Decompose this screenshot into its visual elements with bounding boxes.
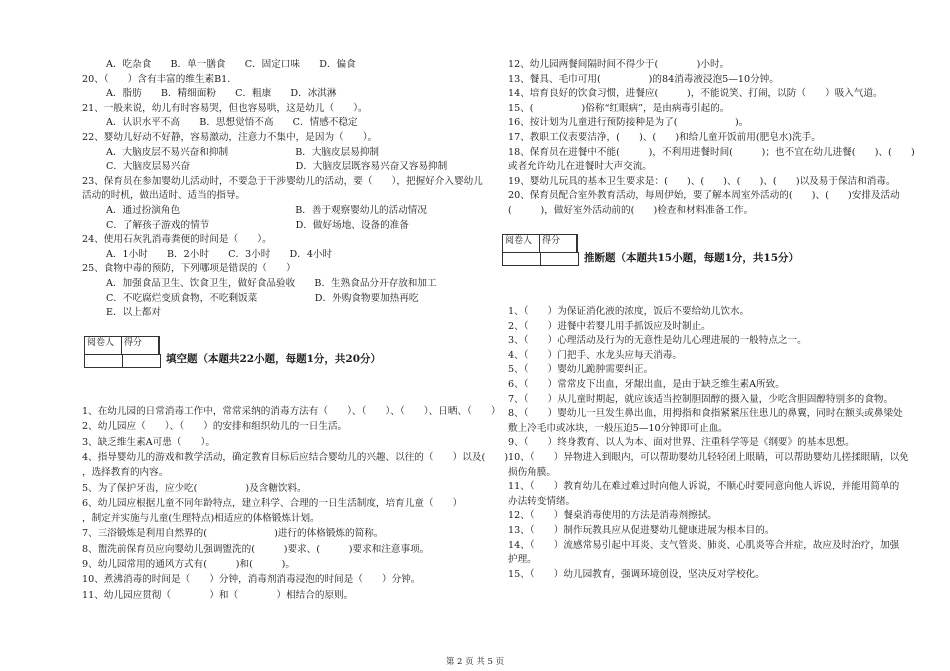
judgment-line: 3、（ ）心理活动及行为的无意性是幼儿心理进展的一般特点之一。	[508, 335, 807, 347]
fill-blank-line: ，选择教育的内容。	[82, 467, 169, 479]
fill-blank-line: 1、在幼儿园的日常消毒工作中，常常采纳的消毒方法有（ ）、（ ）、（ ）、日晒、（ ）	[82, 406, 501, 417]
fill-blank-line: 9、幼儿园常用的通风方式有( )和( )。	[82, 559, 295, 570]
right-column	[505, 0, 948, 671]
fill-blank-line: ( )，做好室外活动前的( )检查和材料准备工作。	[508, 205, 754, 216]
fill-blank-line: 7、三浴锻炼是利用自然界的( )进行的体格锻炼的简称。	[82, 528, 384, 540]
question-line: 20、（ ）含有丰富的维生素B1.	[82, 73, 231, 85]
fill-blank-line: 13、餐具、毛巾可用( )的84消毒液浸泡5—10分钟。	[508, 73, 779, 85]
judgment-line: 4、（ ）门把手、水龙头应每天消毒。	[508, 349, 682, 361]
judgment-line: 5、（ ）婴幼儿跪肿需要纠正。	[508, 364, 654, 376]
judgment-line: 11、（ ）教育幼儿在难过难过时向他人诉说，不顺心时要同意向他人诉说，并能用简单的	[508, 481, 900, 493]
judgment-line: 9、（ ）终身教育、以人为本、面对世界、注重科学等是《纲要》的基本思想。	[508, 437, 855, 449]
question-line: C．了解孩子游戏的情节 D．做好场地、设备的准备	[106, 219, 409, 231]
left-column	[82, 0, 522, 671]
score-blank-row	[84, 354, 161, 368]
fill-blank-line: 20、保育员配合室外教育活动，每周伊始，要了解本周室外活动的( )、( )安排及活动	[508, 190, 900, 202]
judgment-line: 10、（ ）异物进入到眼内，可以帮助婴幼儿轻轻闭上眼睛，可以帮助婴幼儿搓揉眼睛，以免	[508, 452, 909, 463]
judgment-line: 14、（ ）流感常易引起中耳炎、支气管炎、肺炎、心肌炎等合并症，故应及时治疗，加强	[508, 539, 900, 551]
score-box	[502, 234, 578, 253]
question-line: A．1小时 B．2小时 C．3小时 D．4小时	[106, 248, 333, 260]
judgment-line: 损伤角膜。	[508, 466, 556, 478]
fill-blank-line: 3、缺乏维生素A可患（ ）。	[82, 436, 215, 448]
fill-blank-line: 14、培育良好的饮食习惯，进餐应( )，不能说笑、打闹，以防（ ）吸入气道。	[508, 88, 883, 100]
question-line: A．大脑皮层不易兴奋和抑制 B．大脑皮层易抑制	[106, 146, 380, 158]
score-label: 得分	[540, 235, 577, 252]
judgment-line: 6、（ ）常常皮下出血，牙龈出血，是由于缺乏维生素A所致。	[508, 379, 785, 390]
question-line: A．通过扮演角色 B．善于观察婴幼儿的活动情况	[106, 205, 427, 216]
fill-blank-line: 8、盥洗前保育员应向婴幼儿强调盥洗的( )要求、( )要求和注意事项。	[82, 543, 430, 555]
grader-label: 阅卷人	[85, 337, 122, 354]
section-title: 填空题（本题共22小题，每题1分，共20分）	[166, 353, 382, 365]
fill-blank-line: 12、幼儿园两餐间隔时间不得少于( )小时。	[508, 59, 730, 70]
fill-blank-line: 17、教职工仪表要洁净，( )、( )和给儿童开饭前用(肥皂水)洗手。	[508, 132, 821, 143]
score-box	[84, 336, 160, 355]
fill-blank-line: 19、婴幼儿玩具的基本卫生要求是：( )、( )、( )、( )以及易于保洁和消毒。	[508, 175, 896, 187]
fill-blank-line: 4、指导婴幼儿的游戏和教学活动，确定教育目标后应结合婴幼儿的兴趣、以往的（ ）以及( )	[82, 451, 509, 463]
judgment-line: 8、（ ）婴幼儿一旦发生鼻出血，用拇指和食指紧紧压住患儿的鼻翼，同时在额头或鼻梁处	[508, 408, 903, 420]
score-blank-row	[502, 252, 579, 266]
judgment-line: 敷上冷毛巾或冰块，一般压迫5—10分钟即可止血。	[508, 422, 728, 434]
page-number: 第 2 页 共 5 页	[445, 657, 505, 667]
judgment-line: 2、（ ）进餐中若婴儿用手抓饭应及时制止。	[508, 320, 711, 332]
question-line: A．脂肪 B．精细面粉 C．粗康 D．冰淇淋	[106, 88, 337, 100]
judgment-line: 办法转变情绪。	[508, 495, 576, 507]
fill-blank-line: 18、保育员在进餐中不能( )，不利用进餐时间( )；也不宜在幼儿进餐( )、( )	[508, 146, 915, 158]
question-line: C．大脑皮层易兴奋 D．大脑皮层既容易兴奋又容易抑制	[106, 161, 448, 173]
score-label: 得分	[122, 337, 159, 354]
fill-blank-line: 或者允许幼儿在进餐时大声交流。	[508, 161, 652, 173]
question-line: 活动的时机，做出适时、适当的指导。	[82, 190, 246, 202]
judgment-line: 1、（ ）为保证消化液的浓度，饭后不要给幼儿饮水。	[508, 306, 750, 317]
question-line: 21、一般来说，幼儿有时容易哭，但也容易哄，这是幼儿（ ）。	[82, 102, 368, 114]
fill-blank-line: 15、( )俗称“红眼病”，是由病毒引起的。	[508, 102, 730, 114]
fill-blank-line: 16、按计划为儿童进行预防接种是为了( )。	[508, 117, 749, 129]
section-title: 推断题（本题共15小题，每题1分，共15分）	[584, 252, 800, 264]
question-line: A．吃杂食 B．单一膳食 C．固定口味 D．偏食	[106, 59, 356, 70]
fill-blank-line: 5、为了保护牙齿，应少吃( )及含糖饮料。	[82, 482, 307, 494]
question-line: A．认识水平不高 B．思想觉悟不高 C．情感不稳定	[106, 117, 358, 129]
judgment-line: 13、（ ）制作玩教具应从促进婴幼儿健康进展为根本目的。	[508, 525, 775, 536]
fill-blank-line: 6、幼儿园应根据儿童不同年龄特点，建立科学、合理的一日生活制度，培育儿童（ ）	[82, 497, 463, 509]
fill-blank-line: 11、幼儿园应贯彻（ ）和（ ）相结合的原则。	[82, 589, 354, 601]
question-line: 22、婴幼儿好动不好静，容易激动，注意力不集中，是因为（ ）。	[82, 132, 378, 143]
judgment-line: 7、（ ）从儿童时期起，就应该适当控制胆固醇的摄入量，少吃含胆固醇特别多的食物。	[508, 393, 894, 405]
fill-blank-line: 10、煮沸消毒的时间是（ ）分钟，消毒剂消毒浸泡的时间是（ ）分钟。	[82, 574, 421, 586]
question-line: C．不吃腐烂变质食物，不吃剩饭菜 D．外购食物要加热再吃	[106, 292, 419, 304]
judgment-line: 护理。	[508, 554, 537, 566]
fill-blank-line: ，制定并实施与儿童(生理特点)相适应的体格锻炼计划。	[82, 513, 320, 525]
judgment-line: 15、（ ）幼儿园教育，强调环境创设，坚决反对学校化。	[508, 568, 765, 580]
question-line: 24、使用石灰乳消毒粪便的时间是（ ）。	[82, 234, 272, 246]
fill-blank-line: 2、幼儿园应（ ）、（ ）的安排和组织幼儿的一日生活。	[82, 421, 348, 433]
grader-label: 阅卷人	[503, 235, 540, 252]
question-line: E．以上都对	[106, 307, 161, 319]
question-line: 23、保育员在参加婴幼儿活动时，不要急于干涉婴幼儿的活动，要（ ），把握好介入婴幼儿	[82, 175, 483, 187]
question-line: 25、食物中毒的预防，下列哪项是错误的（ ）	[82, 263, 296, 275]
question-line: A．加强食品卫生、饮食卫生，做好食品验收 B．生熟食品分开存放和加工	[106, 278, 437, 289]
judgment-line: 12、（ ）餐桌消毒使用的方法是消毒剂擦拭。	[508, 510, 717, 522]
